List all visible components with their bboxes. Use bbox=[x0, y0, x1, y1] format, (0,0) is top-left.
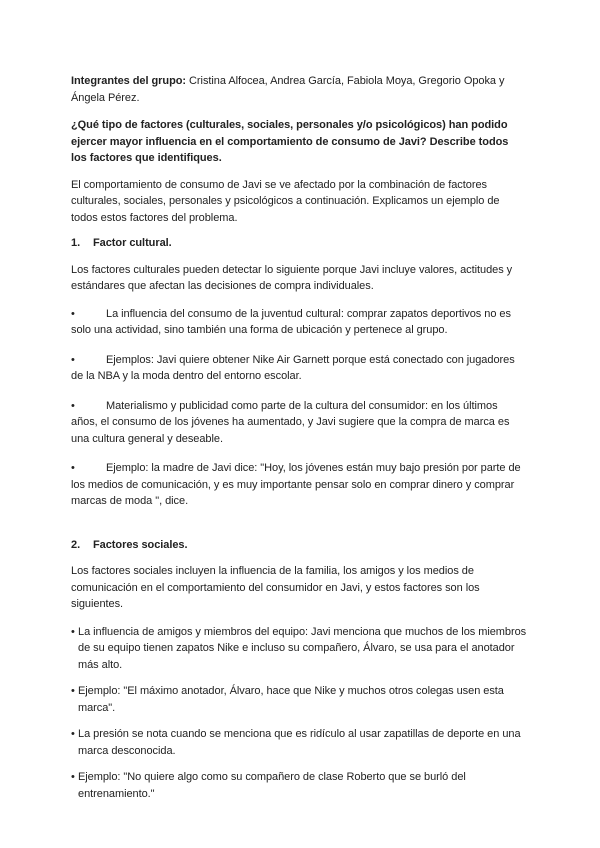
list-item bbox=[71, 398, 527, 448]
list-item bbox=[71, 306, 527, 339]
list-item-text: La influencia del consumo de la juventud cultural: comprar zapatos deportivos no es solo una actividad, sino también una forma de ubicación y pertenece al grupo. bbox=[71, 307, 511, 336]
list-item bbox=[71, 460, 527, 510]
section-1-number: 1. bbox=[71, 237, 81, 249]
list-item-text: Ejemplo: "El máximo anotador, Álvaro, hace que Nike y muchos otros colegas usen esta marca". bbox=[78, 685, 504, 714]
list-item-text: La presión se nota cuando se menciona que es ridículo al usar zapatillas de deporte en una marca desconocida. bbox=[78, 728, 521, 757]
section-2-heading bbox=[71, 537, 527, 554]
bullet: • bbox=[71, 307, 75, 320]
list-item-text: Ejemplo: "No quiere algo como su compañero de clase Roberto que se burló del entrenamiento." bbox=[78, 771, 466, 800]
list-item-text: Ejemplo: la madre de Javi dice: "Hoy, los jóvenes están muy bajo presión por parte de los medios de comunicación, y es muy importante pensar solo en comprar dinero y comprar marcas de moda ", dice. bbox=[71, 462, 521, 507]
members-label: Integrantes del grupo: bbox=[71, 75, 187, 87]
list-item bbox=[71, 726, 527, 759]
bullet: • bbox=[71, 353, 75, 366]
bullet: • bbox=[71, 399, 75, 412]
section-2-title: Factores sociales. bbox=[93, 538, 188, 551]
intro-paragraph: El comportamiento de consumo de Javi se ve afectado por la combinación de factores culturales, sociales, personales y psicológicos a continuación. Explicamos un ejemplo de todos estos factores del problema. bbox=[71, 178, 500, 224]
bullet: • bbox=[71, 728, 75, 740]
group-members bbox=[71, 73, 527, 106]
members-names: Cristina Alfocea, Andrea García, Fabiola Moya, Gregorio Opoka y Ángela Pérez. bbox=[71, 75, 505, 104]
section-1-title: Factor cultural. bbox=[93, 237, 172, 249]
list-item bbox=[71, 624, 527, 674]
document-page bbox=[71, 73, 527, 812]
list-item-text: La influencia de amigos y miembros del equipo: Javi menciona que muchos de los miembros de su equipo tienen zapatos Nike e incluso su compañero, Álvaro, se usa para el anotador más alto. bbox=[78, 625, 527, 671]
section-2-paragraph: Los factores sociales incluyen la influencia de la familia, los amigos y los medios de comunicación en el comportamiento del consumidor en Javi, y estos factores son los siguientes. bbox=[71, 565, 480, 610]
section-1-heading bbox=[71, 235, 527, 252]
list-item bbox=[71, 683, 527, 716]
bullet: • bbox=[71, 462, 75, 474]
bullet: • bbox=[71, 771, 75, 783]
bullet: • bbox=[71, 685, 75, 697]
question-text: ¿Qué tipo de factores (culturales, sociales, personales y/o psicológicos) han podido ejercer mayor influencia en el comportamiento de consumo de Javi? Describe todos los factores que identifiques. bbox=[71, 119, 509, 164]
list-item bbox=[71, 352, 527, 385]
list-item bbox=[71, 769, 527, 802]
section-1-paragraph: Los factores culturales pueden detectar lo siguiente porque Javi incluye valores, actitudes y estándares que afectan las decisiones de compra individuales. bbox=[71, 263, 513, 292]
bullet: • bbox=[71, 625, 75, 638]
section-2-number: 2. bbox=[71, 538, 81, 551]
list-item-text: Materialismo y publicidad como parte de la cultura del consumidor: en los últimos años, el consumo de los jóvenes ha aumentado, y Javi sugiere que la compra de marca es una cultura general y deseable. bbox=[71, 399, 510, 445]
list-item-text: Ejemplos: Javi quiere obtener Nike Air Garnett porque está conectado con jugadores de la NBA y la moda dentro del entorno escolar. bbox=[71, 353, 515, 382]
